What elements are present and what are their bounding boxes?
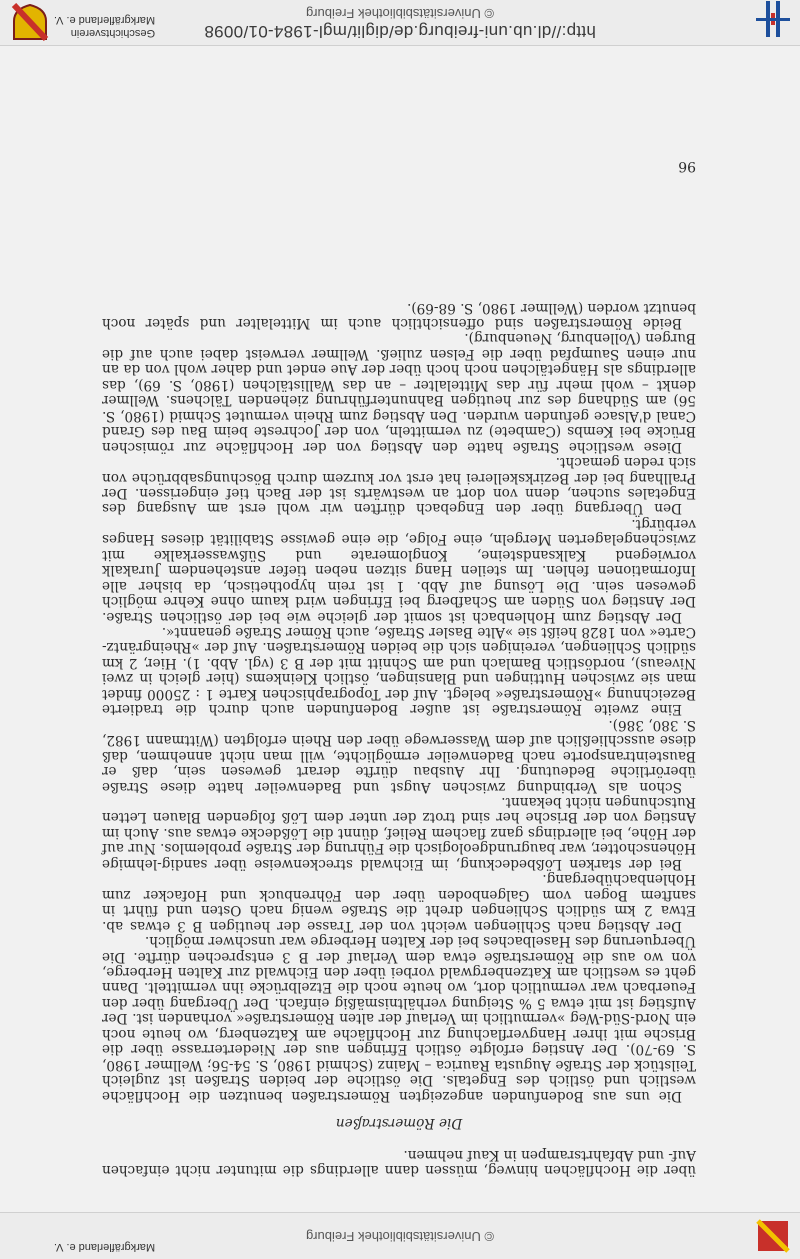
ub-logo-icon	[754, 5, 792, 39]
paragraph-4: Schon als Verbindung zwischen Augst und Badenweiler hatte diese Straße überörtliche Bedeutung. Ihr Ausbau dürfte derart gewesen sein, daß er Bausteintransporte nach Badenweiler ermöglichte, will man nicht annehmen, daß diese ausschließlich auf dem Wasserwege über den Rhein erfolgten (Wittmann 1982, S. 380, 386).	[102, 716, 696, 795]
paragraph-2: Der Abstieg nach Schliengen weicht von der Trasse der heutigen B 3 etwas ab. Etwa 2 km südlich Schliengen dreht die Straße wenig nach Osten und führt in sanftem Bogen vom Galgenboden über den Föhrenbuck und Hofacker zum Hohlenbachübergang.	[102, 871, 696, 934]
paragraph-7: Den Übergang über den Engebach dürften wir wohl erst am Ausgang des Engetales suchen, denn von dort an westwärts ist der Bach tief eingerissen. Der Prallhang bei der Bezirkskellerei hat erst vor kurzem durch Böschungsabbrüche von sich reden gemacht.	[102, 454, 696, 517]
page-number: 96	[678, 158, 696, 174]
society-caption-line-2: Markgräflerland e. V.	[54, 14, 156, 26]
intro-paragraph: über die Hochflächen hinweg, müssen dann allerdings die mitunter nicht einfachen Auf- und Abfahrtsrampen in Kauf nehmen.	[102, 1146, 696, 1178]
society-caption-line-1: Geschichtsverein	[70, 27, 156, 39]
viewer-url[interactable]: http://dl.ub.uni-freiburg.de/diglit/mgl-1984-01/0098	[204, 22, 596, 41]
paragraph-1: Die uns aus Bodenfunden angezeigten Römerstraßen benutzen die Hochfläche westlich und östlich des Engetals. Die östliche der beiden Straßen ist zugleich Teilstück der Straße Augusta Raurica – Mainz (Schmid 1980, S. 54-56; Wellmer 1980, S. 69-70). Der Anstieg erfolgte östlich Efringen aus der Niederterrasse über die Brische mit ihrer Hangverflachung zur Hochfläche am Katzenberg, wo heute noch ein Nord-Süd-Weg »vermutlich im Verlauf der alten Römerstraße« vorhanden ist. Der Aufstieg ist mit etwa 5 % Steigung verhältnismäßig einfach. Der Übergang über den Feuerbach war vermutlich dort, wo heute noch die Etzelbrücke ihn vermittelt. Dann geht es westlich am Katzenbergwald vorbei über den Eichwald zur Kalten Herberge, von wo aus die Römerstraße etwa dem Verlauf der B 3 entsprechen dürfte. Die Überquerung des Haselbaches bei der Kalten Herberge war unschwer möglich.	[102, 933, 696, 1104]
viewer-caption: Markgräflerland e. V.	[54, 1241, 156, 1253]
document-body	[102, 299, 696, 1177]
viewer-copyright: © Universitätsbibliothek Freiburg	[305, 1229, 495, 1244]
society-caption	[54, 13, 155, 39]
section-heading: Die Römerstraßen	[335, 1115, 463, 1132]
viewer-footer-copyright: © Universitätsbibliothek Freiburg	[305, 6, 495, 21]
viewer-footer-bar	[0, 0, 800, 46]
paragraph-8: Diese westliche Straße hatte den Abstieg von der Hochfläche zur römischen Brücke bei Kembs (Cambete) zu vermitteln, von der Jochreste beim Bau des Grand Canal d'Alsace gefunden wurden. Den Abstieg zum Rhein vermutet Schmid (1980, S. 56) am Südhang des zur heutigen Bahnunterführung ziehenden Tälchens. Wellmer denkt – wohl mehr für das Mittelalter – an das Wallistälchen (1980, S. 69), das allerdings als Hängetälchen noch hoch über der Aue endet und daher wohl von da an nur einen Saumpfad über die Felsen zuließ. Wellmer verweist dabei auch auf die Burgen (Vollenburg, Neuenburg).	[102, 330, 696, 455]
paragraph-5: Eine zweite Römerstraße ist außer Bodenfunden auch durch die tradierte Bezeichnung »Römerstraße« belegt. Auf der Topographischen Karte 1 : 25000 findet man sie zwischen Huttingen und Blansingen, östlich Kleinkems (hier gleich in zwei Niveaus), nordöstlich Bamlach und am Schnitt mit der B 3 (vgl. Abb. 1). Hier, 2 km südlich Schliengen, vereinigen sich die beiden Römerstraßen. Auf der »Rheingräntz-Carte« von 1828 heißt sie »Alte Basler Straße, auch Römer Straße genannt«.	[102, 624, 696, 718]
library-logo-icon	[754, 1219, 792, 1253]
paragraph-6: Der Abstieg zum Hohlenbach ist somit der gleiche wie bei der östlichen Straße. Der Anstieg von Süden am Schafberg bei Efringen wird kaum ohne Kehre möglich gewesen sein. Die Lösung auf Abb. 1 ist rein hypothetisch, da bisher alle Informationen fehlen. Im steilen Hang sitzen neben tiefer anstehendem Jurakalk vorwiegend Kalksandsteine, Konglomerate und Süßwasserkalke mit zwischengelagerten Mergeln, eine Folge, die eine gewisse Stabilität dieses Hanges verbürgt.	[102, 515, 696, 625]
viewer-header-bar	[0, 1212, 800, 1259]
paragraph-3: Bei der starken Lößbedeckung, im Eichwald streckenweise über sandig-lehmige Höhenschotter, war baugrundgeologisch die Führung der Straße problemlos. Nur auf der Höhe, bei allerdings ganz flachem Relief, dünnt die Lößdecke etwas aus. Auch im Anstieg von der Brische her sind trotz der unter dem Löß folgenden Blauen Letten Rutschungen nicht bekannt.	[102, 794, 696, 872]
paragraph-9: Beide Römerstraßen sind offensichtlich auch im Mittelalter und später noch benutzt worden (Wellmer 1980, S. 68-69).	[102, 299, 696, 331]
society-crest-icon	[10, 3, 50, 41]
